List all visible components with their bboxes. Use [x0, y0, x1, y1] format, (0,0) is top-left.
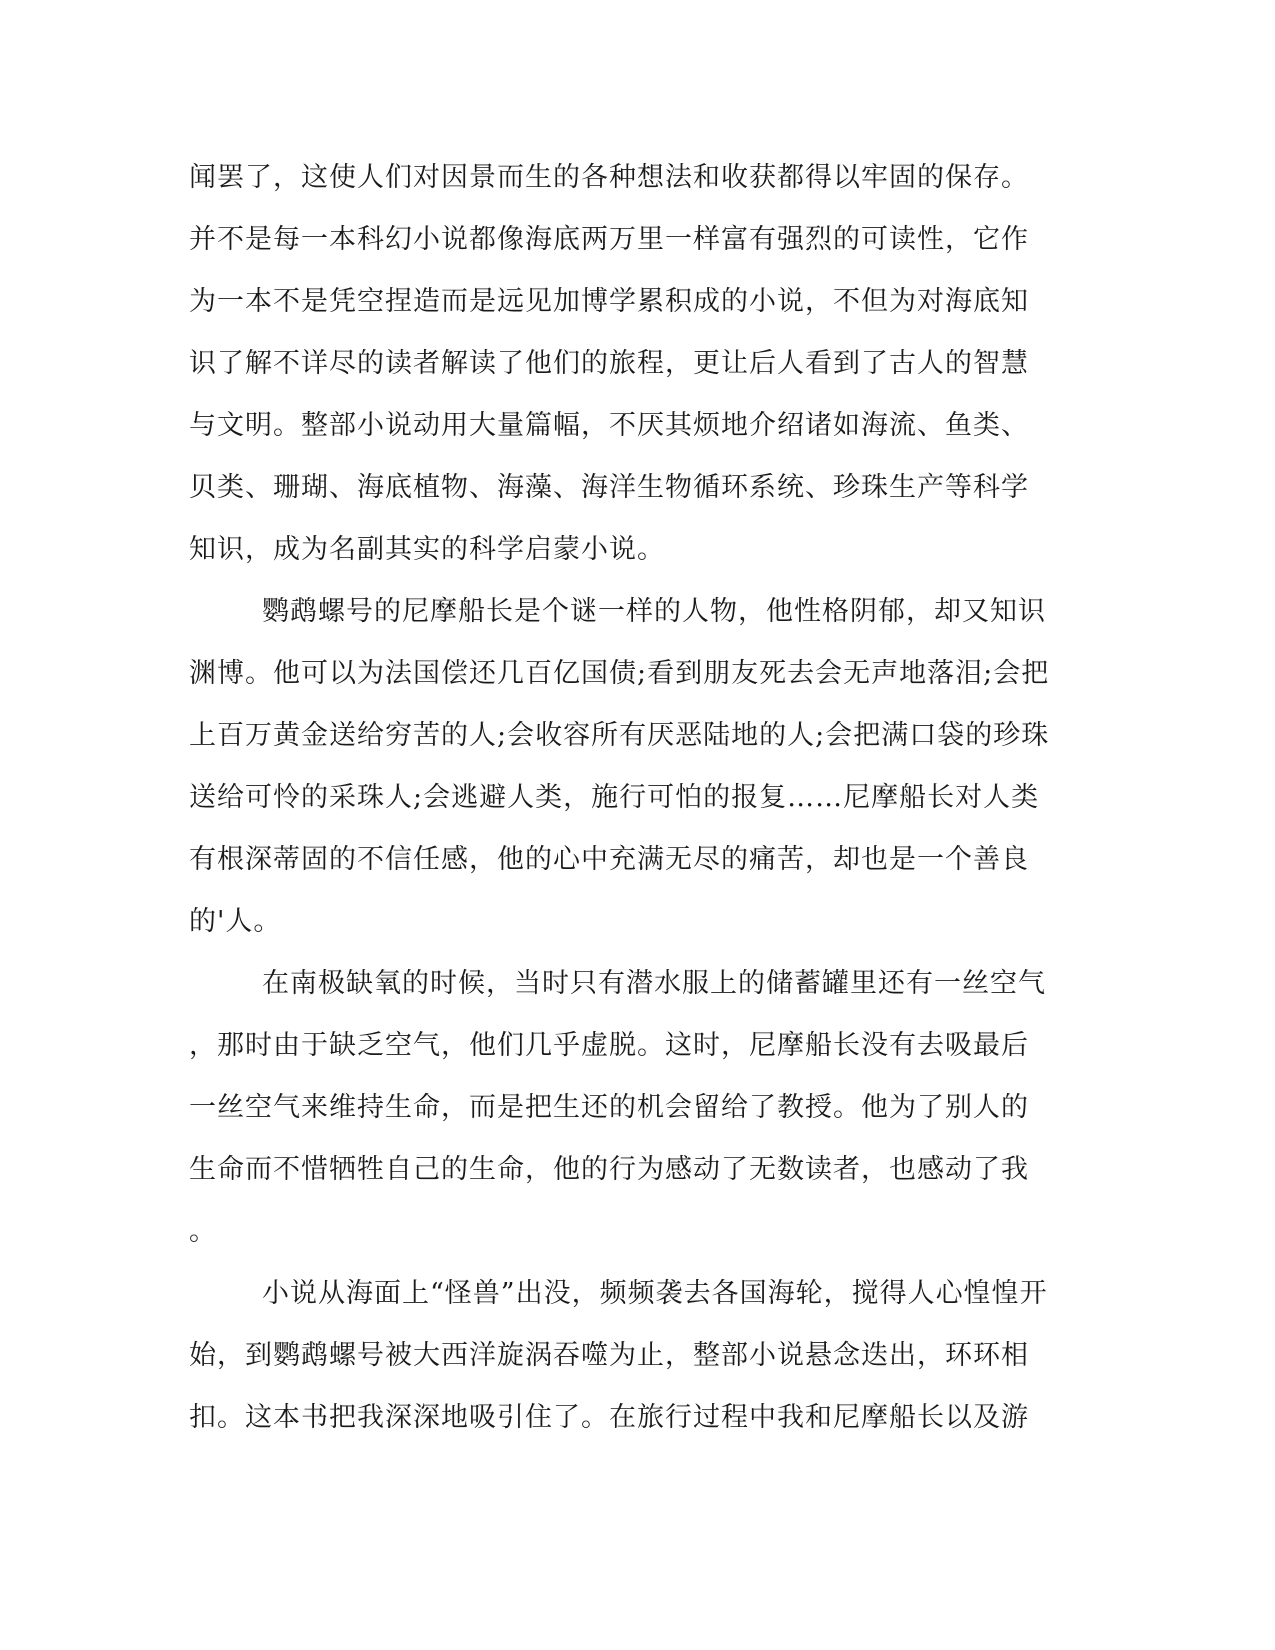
text-line: 与文明。整部小说动用大量篇幅，不厌其烦地介绍诸如海流、鱼类、	[189, 410, 1029, 441]
document-body	[189, 147, 1069, 1449]
text-line: 并不是每一本科幻小说都像海底两万里一样富有强烈的可读性，它作	[189, 224, 1029, 255]
text-line: 有根深蒂固的不信任感，他的心中充满无尽的痛苦，却也是一个善良	[189, 844, 1029, 875]
text-line: ，那时由于缺乏空气，他们几乎虚脱。这时，尼摩船长没有去吸最后	[189, 1030, 1029, 1061]
text-line: 扣。这本书把我深深地吸引住了。在旅行过程中我和尼摩船长以及游	[189, 1402, 1029, 1433]
text-line: 生命而不惜牺牲自己的生命，他的行为感动了无数读者，也感动了我	[189, 1154, 1029, 1185]
text-line: 的'人。	[189, 906, 282, 937]
paragraph-first-line: 在南极缺氧的时候，当时只有潜水服上的储蓄罐里还有一丝空气	[262, 968, 1046, 999]
text-line: 渊博。他可以为法国偿还几百亿国债;看到朋友死去会无声地落泪;会把	[189, 658, 1050, 689]
text-line: 知识，成为名副其实的科学启蒙小说。	[189, 534, 665, 565]
text-line: 识了解不详尽的读者解读了他们的旅程，更让后人看到了古人的智慧	[189, 348, 1029, 379]
text-line: 为一本不是凭空捏造而是远见加博学累积成的小说，不但为对海底知	[189, 286, 1029, 317]
text-line: 上百万黄金送给穷苦的人;会收容所有厌恶陆地的人;会把满口袋的珍珠	[189, 720, 1050, 751]
text-line: 始，到鹦鹉螺号被大西洋旋涡吞噬为止，整部小说悬念迭出，环环相	[189, 1340, 1029, 1371]
text-line: 闻罢了，这使人们对因景而生的各种想法和收获都得以牢固的保存。	[189, 162, 1029, 193]
text-line: 贝类、珊瑚、海底植物、海藻、海洋生物循环系统、珍珠生产等科学	[189, 472, 1029, 503]
text-line: 。	[189, 1216, 217, 1247]
paragraph-first-line: 小说从海面上“怪兽”出没，频频袭去各国海轮，搅得人心惶惶开	[262, 1278, 1048, 1309]
text-line: 一丝空气来维持生命，而是把生还的机会留给了教授。他为了别人的	[189, 1092, 1029, 1123]
paragraph-first-line: 鹦鹉螺号的尼摩船长是个谜一样的人物，他性格阴郁，却又知识	[262, 596, 1046, 627]
text-line: 送给可怜的采珠人;会逃避人类，施行可怕的报复……尼摩船长对人类	[189, 782, 1040, 813]
